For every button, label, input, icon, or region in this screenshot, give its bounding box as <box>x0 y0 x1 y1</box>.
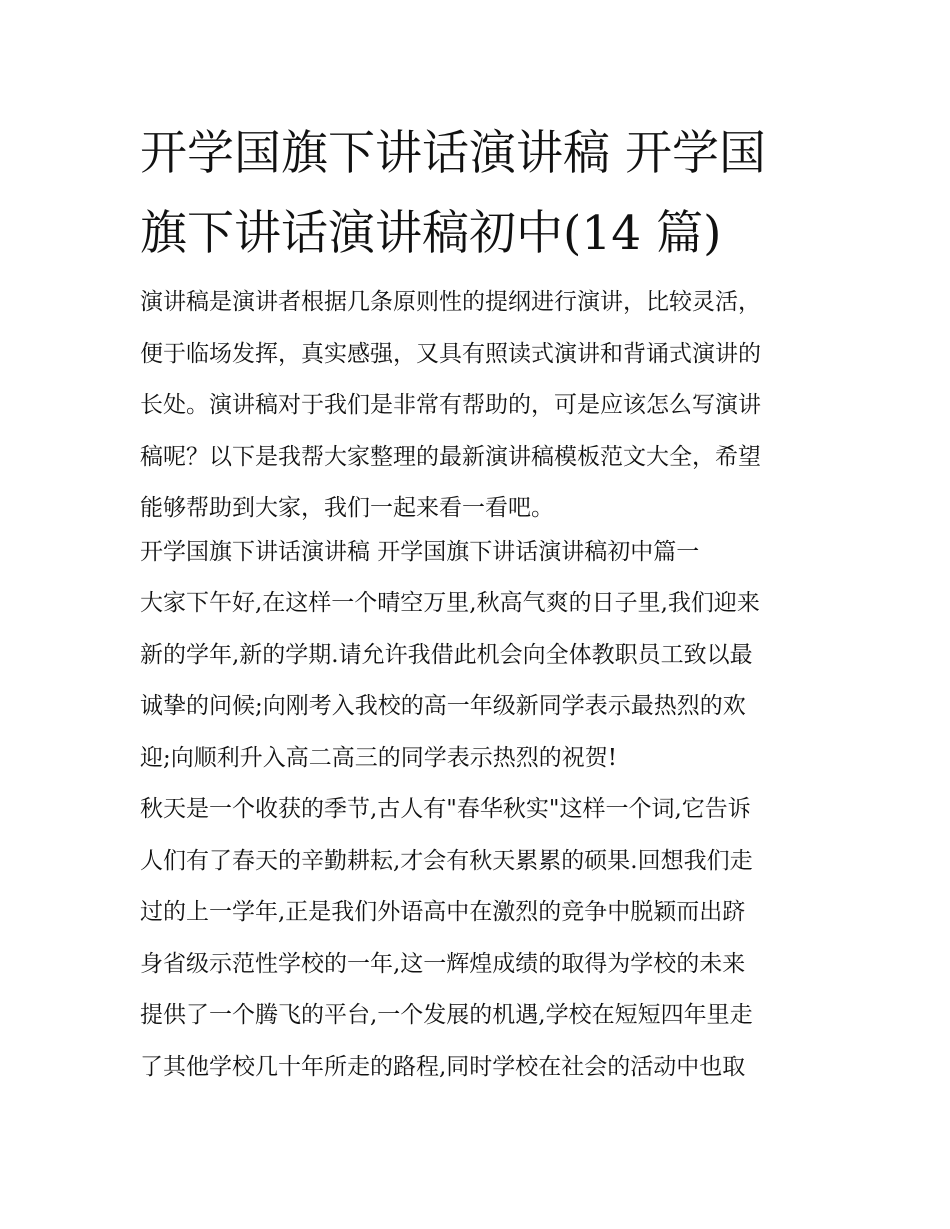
greeting-paragraph <box>140 578 830 784</box>
text-line: 便于临场发挥，真实感强，又具有照读式演讲和背诵式演讲的 <box>140 340 761 367</box>
section-heading <box>140 527 830 579</box>
intro-paragraph <box>140 277 830 535</box>
text-line: 新的学年,新的学期.请允许我借此机会向全体教职员工致以最 <box>140 641 753 668</box>
text-line: 大家下午好,在这样一个晴空万里,秋高气爽的日子里,我们迎来 <box>140 590 760 616</box>
text-line: 能够帮助到大家，我们一起来看一看吧。 <box>140 495 554 521</box>
text-line: 迎;向顺利升入高二高三的同学表示热烈的祝贺! <box>140 744 617 771</box>
text-line: 提供了一个腾飞的平台,一个发展的机遇,学校在短短四年里走 <box>140 1002 753 1028</box>
text-line: 了其他学校几十年所走的路程,同时学校在社会的活动中也取 <box>140 1053 746 1080</box>
text-line: 秋天是一个收获的季节,古人有"春华秋实"这样一个词,它告诉 <box>140 796 751 822</box>
text-line: 诚挚的问候;向刚考入我校的高一年级新同学表示最热烈的欢 <box>140 693 746 719</box>
text-line: 身省级示范性学校的一年,这一辉煌成绩的取得为学校的未来 <box>140 950 746 977</box>
section-heading-text: 开学国旗下讲话演讲稿 开学国旗下讲话演讲稿初中篇一 <box>140 539 700 565</box>
title-line: 旗下讲话演讲稿初中(14 篇) <box>140 206 722 261</box>
text-line: 长处。演讲稿对于我们是非常有帮助的，可是应该怎么写演讲 <box>140 392 761 418</box>
text-line: 过的上一学年,正是我们外语高中在激烈的竞争中脱颖而出跻 <box>140 899 746 925</box>
text-line: 稿呢？以下是我帮大家整理的最新演讲稿模板范文大全，希望 <box>140 443 761 470</box>
text-line: 人们有了春天的辛勤耕耘,才会有秋天累累的硕果.回想我们走 <box>140 847 753 874</box>
title-line: 开学国旗下讲话演讲稿 开学国 <box>140 126 766 181</box>
page-title <box>140 114 830 274</box>
autumn-paragraph <box>140 784 830 1093</box>
text-line: 演讲稿是演讲者根据几条原则性的提纲进行演讲，比较灵活， <box>140 289 761 315</box>
